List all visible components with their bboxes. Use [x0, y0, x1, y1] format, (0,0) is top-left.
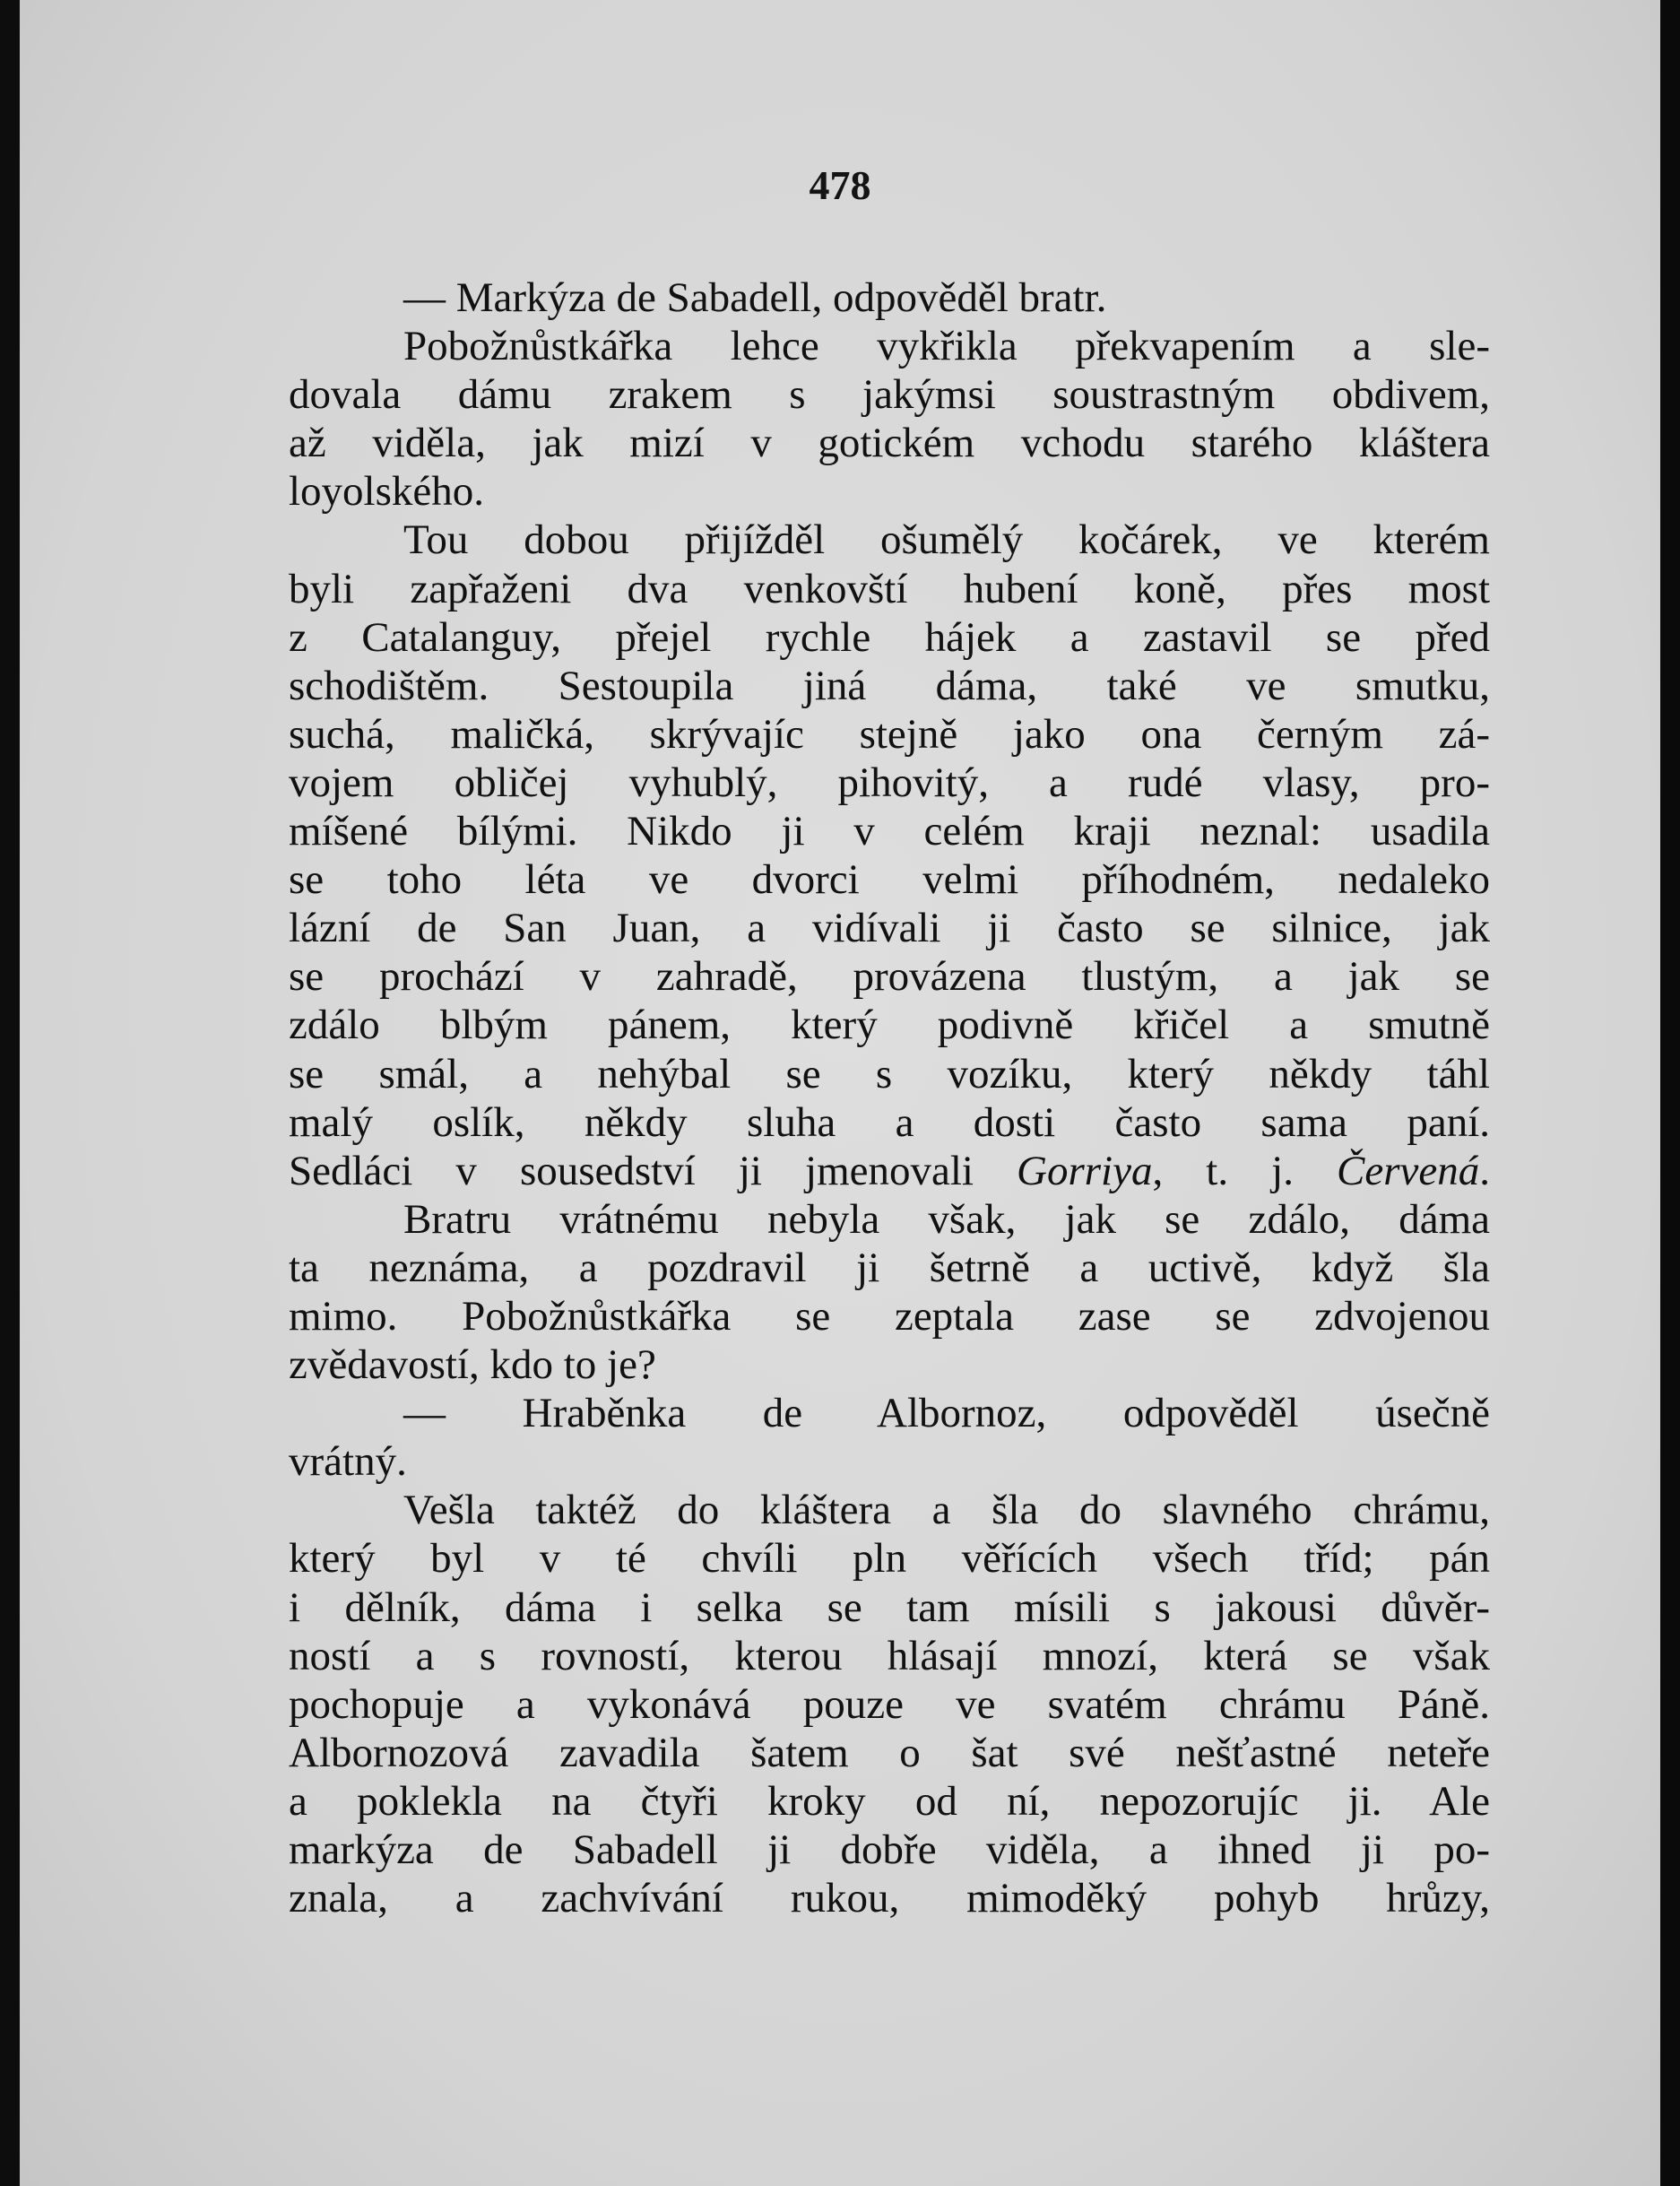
- body-text: [289, 273, 1490, 1922]
- text-line: loyolského.: [289, 468, 485, 516]
- text-line: Pobožnůstkářka lehce vykřikla překvapením a sle-: [403, 323, 1490, 370]
- text-line: markýza de Sabadell ji dobře viděla, a ihned ji po-: [289, 1826, 1490, 1873]
- text-line: lázní de San Juan, a vidívali ji často se silnice, jak: [289, 905, 1490, 952]
- text-line: byli zapřaženi dva venkovští hubení koně, přes most: [289, 565, 1490, 612]
- text-line: ností a s rovností, kterou hlásají mnozí, která se však: [289, 1632, 1490, 1679]
- text-line: se toho léta ve dvorci velmi příhodném, nedaleko: [289, 856, 1490, 904]
- text-line: pochopuje a vykonává pouze ve svatém chrámu Páně.: [289, 1680, 1490, 1728]
- text-line: z Catalanguy, přejel rychle hájek a zastavil se před: [289, 613, 1490, 661]
- text-line: vojem obličej vyhublý, pihovitý, a rudé vlasy, pro-: [289, 759, 1490, 806]
- italic-word: Gorriya: [1017, 1147, 1153, 1194]
- page-number: 478: [809, 162, 871, 208]
- paragraph: [289, 322, 1490, 516]
- text-line: Albornozová zavadila šatem o šat své nešťastné neteře: [289, 1729, 1490, 1776]
- text-line: míšené bílými. Nikdo ji v celém kraji neznal: usadila: [289, 808, 1490, 855]
- text-line: se prochází v zahradě, provázena tlustým, a jak se: [289, 953, 1490, 1001]
- text-line: až viděla, jak mizí v gotickém vchodu starého kláštera: [289, 420, 1490, 467]
- text-line: Bratru vrátnému nebyla však, jak se zdálo, dáma: [403, 1195, 1490, 1243]
- text-line: — Hraběnka de Albornoz, odpověděl úsečně: [403, 1390, 1490, 1437]
- text-line: Tou dobou přijížděl ošumělý kočárek, ve kterém: [403, 516, 1490, 564]
- text-line: vrátný.: [289, 1438, 407, 1486]
- paragraph: [289, 1195, 1490, 1389]
- text-line: Vešla taktéž do kláštera a šla do slavného chrámu,: [403, 1487, 1490, 1534]
- paragraph: [289, 273, 1490, 322]
- text-line: zvědavostí, kdo to je?: [289, 1341, 656, 1389]
- text-line: znala, a zachvívání rukou, mimoděký pohyb hrůzy,: [289, 1875, 1490, 1922]
- text-line: se smál, a nehýbal se s vozíku, který někdy táhl: [289, 1050, 1490, 1097]
- text-line: malý oslík, někdy sluha a dosti často sama paní.: [289, 1098, 1490, 1146]
- text-line: zdálo blbým pánem, který podivně křičel a smutně: [289, 1002, 1490, 1049]
- text-line: který byl v té chvíli pln věřících všech tříd; pán: [289, 1535, 1490, 1583]
- text-line: suchá, maličká, skrývajíc stejně jako ona černým zá-: [289, 710, 1490, 758]
- text-line: dovala dámu zrakem s jakýmsi soustrastným obdivem,: [289, 371, 1490, 419]
- book-page: [20, 0, 1660, 2186]
- text-line: ta neznáma, a pozdravil ji šetrně a uctivě, když šla: [289, 1244, 1490, 1291]
- paragraph: [289, 1389, 1490, 1486]
- text-line: — Markýza de Sabadell, odpověděl bratr.: [403, 274, 1107, 321]
- text-line: schodištěm. Sestoupila jiná dáma, také ve smutku,: [289, 662, 1490, 709]
- text-line: mimo. Pobožnůstkářka se zeptala zase se zdvojenou: [289, 1292, 1490, 1340]
- italic-word: Červená: [1337, 1147, 1480, 1194]
- paragraph: [289, 1486, 1490, 1922]
- text-line: Sedláci v sousedství ji jmenovali Gorriya, t. j. Červená.: [289, 1147, 1490, 1194]
- paragraph: [289, 516, 1490, 1194]
- scan-edge-right: [1660, 0, 1680, 2186]
- text-line: i dělník, dáma i selka se tam mísili s jakousi důvěr-: [289, 1583, 1490, 1631]
- text-line: a poklekla na čtyři kroky od ní, nepozorujíc ji. Ale: [289, 1777, 1490, 1825]
